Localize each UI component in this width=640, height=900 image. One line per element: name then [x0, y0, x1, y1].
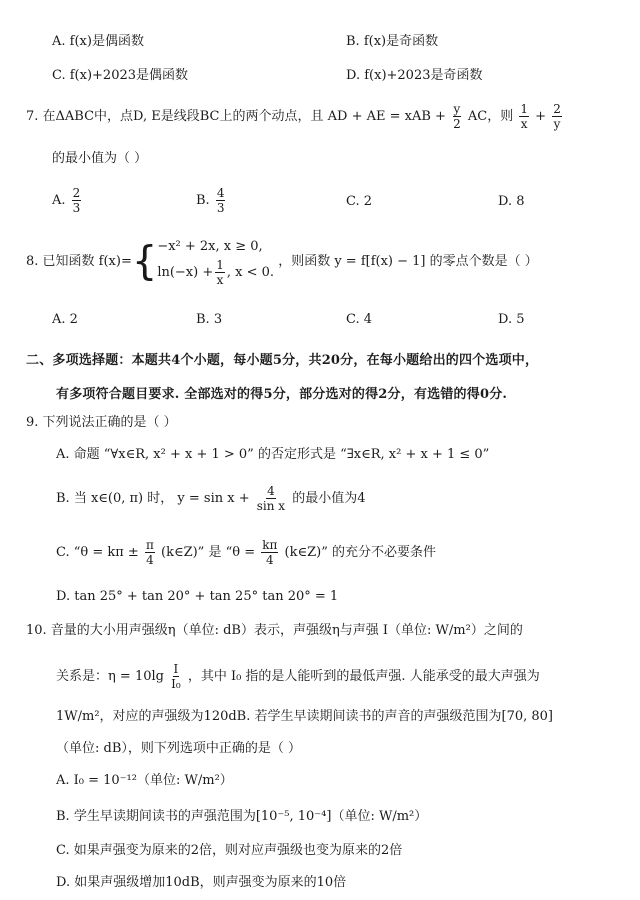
- q6-option-d: D. f(x)+2023是奇函数: [346, 68, 483, 83]
- q6-option-b: B. f(x)是奇函数: [346, 34, 439, 49]
- q7-option-d: D. 8: [498, 194, 525, 209]
- q7-option-b: B. $\frac{4}{3}$: [196, 186, 225, 215]
- q7-stem-c: 的最小值为（ ）: [52, 151, 148, 166]
- q10-stem-line4: （单位: dB），则下列选项中正确的是（ ）: [56, 741, 302, 756]
- q8-option-c: C. 4: [346, 312, 373, 327]
- q10-option-c: C. 如果声强变为原来的2倍，则对应声强级也变为原来的2倍: [56, 843, 403, 858]
- q7-frac-y2: $\frac{y}{2}$: [453, 102, 461, 131]
- q8-cases: [157, 236, 274, 287]
- q10-option-a: A. I₀ = 10⁻¹²（单位: W/m²）: [56, 773, 233, 788]
- q9-option-d: D. tan 25° + tan 20° + tan 25° tan 20° = 1: [56, 589, 339, 604]
- q9-option-c: C. “θ = kπ ± $\frac{\pi}{4}$ (k∈Z)” 是 “θ = $\frac{k\pi}{4}$ (k∈Z)” 的充分不必要条件: [56, 538, 437, 567]
- q9-option-b: B. 当 x∈(0, π) 时， y = sin x + $\frac{4}{\text{sin x}}$ 的最小值为4: [56, 484, 366, 513]
- q10-option-d: D. 如果声强级增加10dB，则声强变为原来的10倍: [56, 875, 347, 890]
- q10-option-b: B. 学生早读期间读书的声强范围为[10⁻⁵, 10⁻⁴]（单位: W/m²）: [56, 809, 428, 824]
- q8-case-2: ln(−x) + $\frac{1}{x}$ , x < 0.: [157, 258, 275, 287]
- q8-option-d: D. 5: [498, 312, 525, 327]
- q7-option-a: A. $\frac{2}{3}$: [52, 186, 81, 215]
- section-2-heading: 二、多项选择题：本题共4个小题，每小题5分，共20分，在每小题给出的四个选项中，: [26, 353, 539, 368]
- q7-stem-a: 7. 在ΔABC中，点D, E是线段BC上的两个动点，且 AD + AE = xAB +: [26, 109, 446, 124]
- q9-option-a: A. 命题 “∀x∈R, x² + x + 1 > 0” 的否定形式是 “∃x∈R, x² + x + 1 ≤ 0”: [56, 447, 490, 462]
- q6-option-a: A. f(x)是偶函数: [52, 34, 144, 49]
- q8-stem-a: 8. 已知函数 f(x)=: [26, 254, 132, 269]
- q8-option-a: A. 2: [52, 312, 78, 327]
- q7-option-c: C. 2: [346, 194, 373, 209]
- q10-stem-line1: 10. 音量的大小用声强级η（单位: dB）表示，声强级η与声强 I（单位: W/m²）之间的: [26, 623, 523, 638]
- q8-option-b: B. 3: [196, 312, 223, 327]
- q10-stem-line3: 1W/m²，对应的声强级为120dB. 若学生早读期间读书的声音的声强级范围为[70, 80]: [56, 709, 553, 724]
- q10-stem-line2: 关系是：η = 10lg $\frac{I}{\text{I₀}}$ ，其中 I₀ 指的是人能听到的最低声强. 人能承受的最大声强为: [56, 662, 540, 691]
- q7-frac-2y: $\frac{2}{y}$: [553, 102, 561, 131]
- q8-stem: [26, 236, 538, 287]
- q7-frac-1x: $\frac{1}{x}$: [520, 102, 528, 131]
- q7-stem-b: AC，则: [467, 109, 514, 124]
- section-2-instructions: 有多项符合题目要求. 全部选对的得5分，部分选对的得2分，有选错的得0分.: [56, 387, 508, 402]
- q7-plus: +: [535, 109, 547, 124]
- q8-stem-b: ，则函数 y = f[f(x) − 1] 的零点个数是（ ）: [278, 254, 538, 269]
- q7-stem: [26, 102, 564, 131]
- brace-icon: {: [131, 238, 158, 285]
- q8-case-1: −x² + 2x, x ≥ 0,: [157, 239, 263, 254]
- q9-stem: 9. 下列说法正确的是（ ）: [26, 415, 177, 430]
- q6-option-c: C. f(x)+2023是偶函数: [52, 68, 189, 83]
